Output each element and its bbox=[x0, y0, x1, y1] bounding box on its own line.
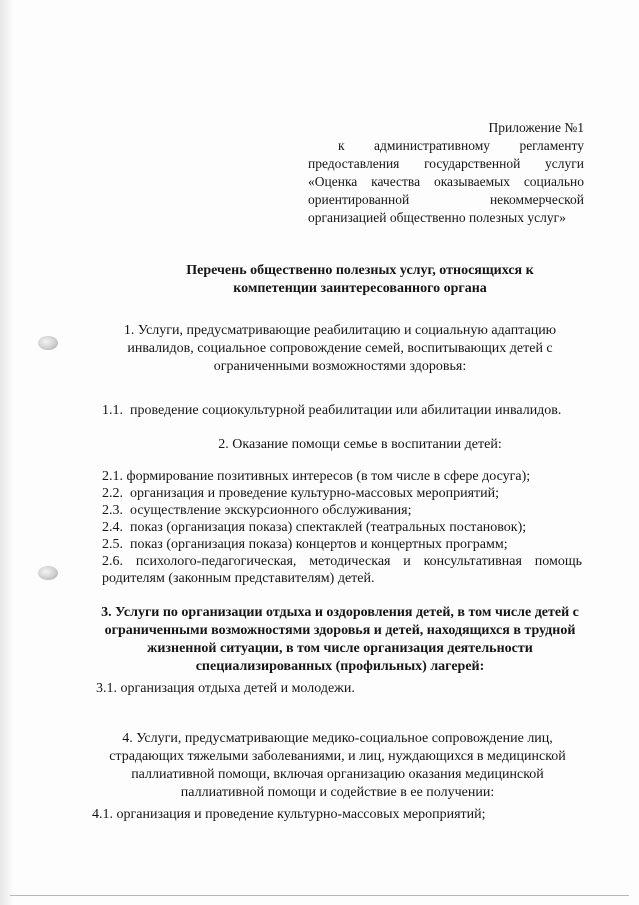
item-number: 1.1. bbox=[102, 403, 123, 418]
document-title bbox=[160, 262, 560, 298]
appendix-line: предоставления государственной услуги bbox=[308, 156, 584, 171]
list-item: 3.1. организация отдыха детей и молодежи. bbox=[96, 681, 355, 696]
appendix-title: Приложение №1 bbox=[488, 120, 584, 135]
list-item bbox=[102, 402, 561, 419]
scan-edge-shadow bbox=[0, 0, 14, 905]
list-item: 2.1. формирование позитивных интересов (в том числе в сфере досуга); bbox=[102, 469, 531, 484]
punch-hole-bottom bbox=[38, 566, 58, 580]
item-text-continuation: родителям (законным представителям) детей. bbox=[102, 571, 375, 586]
list-item: 2.3. осуществление экскурсионного обслуживания; bbox=[102, 503, 412, 518]
list-item: 2.6. психолого-педагогическая, методическая и консультативная помощь родителям (законным представителям) детей. bbox=[102, 554, 582, 586]
appendix-line: ориентированной некоммерческой bbox=[308, 192, 584, 207]
section-4-heading: 4. Услуги, предусматривающие медико-социальное сопровождение лиц, страдающих тяжелыми заболеваниями, и лиц, нуждающихся в медицинской паллиативной помощи, включая организацию оказания медицинской паллиативной помощи и содействие в ее получении: bbox=[109, 731, 566, 800]
scan-bottom-edge bbox=[10, 895, 629, 896]
appendix-line: к административному регламенту bbox=[338, 138, 584, 153]
list-item: 4.1. организация и проведение культурно-массовых мероприятий; bbox=[92, 807, 486, 822]
appendix-header bbox=[308, 119, 584, 227]
section-1-heading: 1. Услуги, предусматривающие реабилитацию и социальную адаптацию инвалидов, социальное сопровождение семей, воспитывающих детей с ограниченными возможностями здоровья: bbox=[123, 323, 557, 374]
list-item: 2.5. показ (организация показа) концертов и концертных программ; bbox=[102, 537, 508, 552]
appendix-line: организацией общественно полезных услуг» bbox=[308, 210, 566, 225]
punch-hole-top bbox=[38, 336, 58, 350]
appendix-line: «Оценка качества оказываемых социально bbox=[308, 174, 584, 189]
list-item: 2.4. показ (организация показа) спектаклей (театральных постановок); bbox=[102, 520, 527, 535]
document-title-line: Перечень общественно полезных услуг, относящихся к bbox=[186, 263, 534, 278]
document-title-line: компетенции заинтересованного органа bbox=[233, 281, 487, 296]
item-text: проведение социокультурной реабилитации или абилитации инвалидов. bbox=[130, 403, 562, 418]
section-3-heading: 3. Услуги по организации отдыха и оздоровления детей, в том числе детей с ограниченными возможностями здоровья и детей, находящихся в трудной жизненной ситуации, в том числе организация деятельности специализированных (профильных) лагерей: bbox=[101, 605, 579, 674]
list-item: 2.2. организация и проведение культурно-массовых мероприятий; bbox=[102, 486, 500, 501]
section-2-heading: 2. Оказание помощи семье в воспитании детей: bbox=[218, 437, 502, 452]
